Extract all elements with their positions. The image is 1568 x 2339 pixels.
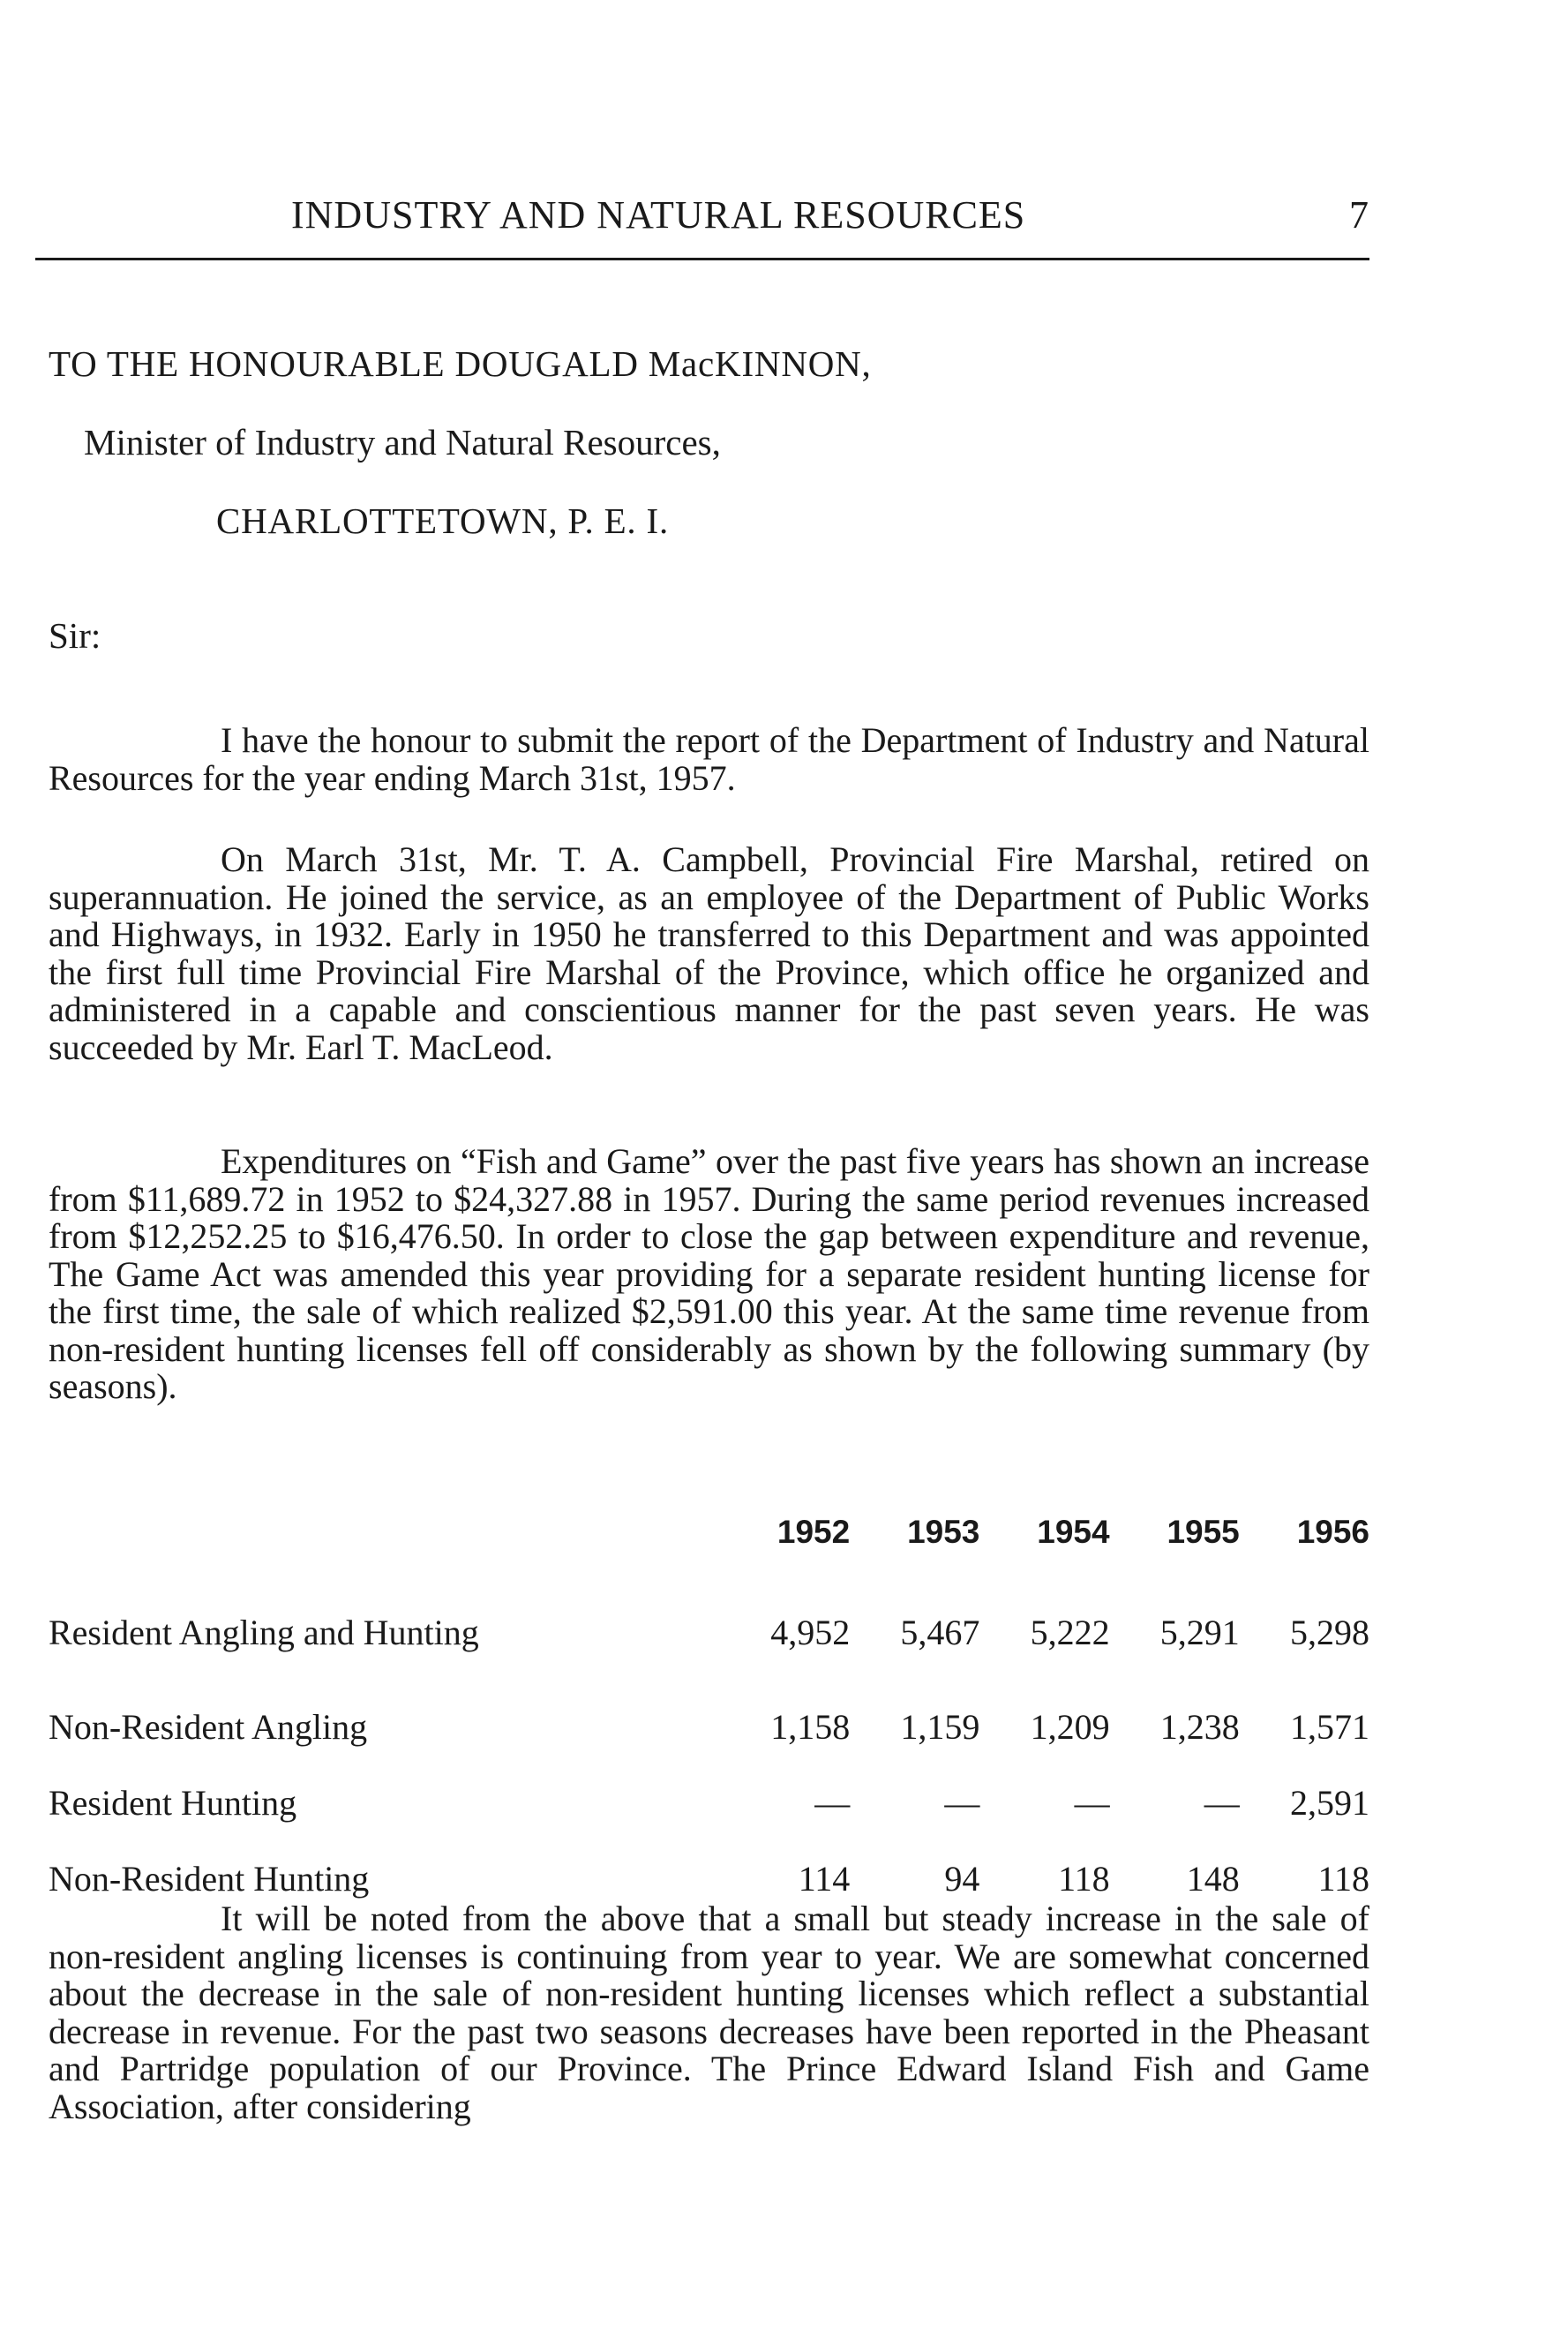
table-cell: — [1204,1782,1240,1823]
table-cell: 5,467 [900,1612,980,1652]
table-cell: 5,298 [1290,1612,1369,1652]
table-cell: 2,591 [1290,1782,1369,1823]
table-row [49,1576,1369,1688]
table-cell: — [814,1782,851,1823]
table-cell: 1,571 [1290,1706,1369,1747]
row-label: Non-Resident Hunting [49,1858,370,1899]
row-label: Resident Hunting [49,1782,297,1823]
salutation: Sir: [49,615,101,656]
paragraph-license-trends: It will be noted from the above that a small but steady increase in the sale of non-resident angling licenses is continuing from year to year. We are somewhat concerned about the decrease in the sale of non-resident hunting licenses which reflect a substantial decrease in revenue. For the past two seasons decreases have been reported in the Pheasant and Partridge population of our Province. The Prince Edward Island Fish and Game Association, after considering [49,1899,1369,2126]
address-line-city: CHARLOTTETOWN, P. E. I. [216,500,670,541]
table-header-blank [49,1514,720,1576]
paragraph-expenditures: Expenditures on “Fish and Game” over the past five years has shown an increase from $11,689.72 in 1952 to $24,327.88 in 1957. During the same period revenues increased from $12,252.25 to $16,476.50. In order to close the gap between expenditure and revenue, The Game Act was amended this year providing for a separate resident hunting license for the first time, the sale of which realized $2,591.00 this year. At the same time revenue from non-resident hunting licenses fell off considerably as shown by the following summary (by seasons). [49,1141,1369,1406]
row-label: Resident Angling and Hunting [49,1612,479,1652]
paragraph-submission: I have the honour to submit the report of the Department of Industry and Natural Resources for the year ending March 31st, 1957. [49,720,1369,798]
table-cell: 1,159 [900,1706,980,1747]
year-header: 1954 [1037,1514,1110,1550]
table-cell: 118 [1058,1858,1110,1899]
table-row [49,1688,1369,1764]
table-cell: — [944,1782,980,1823]
table-cell: 1,209 [1030,1706,1110,1747]
year-header: 1952 [776,1514,851,1550]
table-cell: 1,158 [770,1706,851,1747]
header-rule [35,258,1369,260]
paragraph-fire-marshal: On March 31st, Mr. T. A. Campbell, Provincial Fire Marshal, retired on superannuation. He joined the service, as an employee of the Department of Public Works and Highways, in 1932. Early in 1950 he transferred to this Department and was appointed the first full time Provincial Fire Marshal of the Province, which office he organized and administered in a capable and conscientious manner for the past seven years. He was succeeded by Mr. Earl T. MacLeod. [49,839,1369,1067]
year-header: 1953 [907,1514,980,1550]
table-header-row [49,1514,1369,1576]
table-cell: 148 [1186,1858,1240,1899]
page-number: 7 [1349,193,1369,237]
table-cell: — [1074,1782,1110,1823]
year-header: 1956 [1296,1514,1369,1550]
row-label: Non-Resident Angling [49,1706,368,1747]
year-header: 1955 [1167,1514,1240,1550]
table-cell: 118 [1317,1858,1369,1899]
table-row [49,1764,1369,1840]
table-cell: 1,238 [1159,1706,1240,1747]
table-cell: 114 [798,1858,851,1899]
address-line-recipient: TO THE HONOURABLE DOUGALD MacKINNON, [49,343,872,384]
table-cell: 5,222 [1030,1612,1110,1652]
table-cell: 5,291 [1159,1612,1240,1652]
address-line-title: Minister of Industry and Natural Resources, [84,422,721,463]
license-sales-table [49,1514,1369,1916]
header-title: INDUSTRY AND NATURAL RESOURCES [291,193,1026,237]
table-cell: 94 [944,1858,980,1899]
table-cell: 4,952 [770,1612,851,1652]
